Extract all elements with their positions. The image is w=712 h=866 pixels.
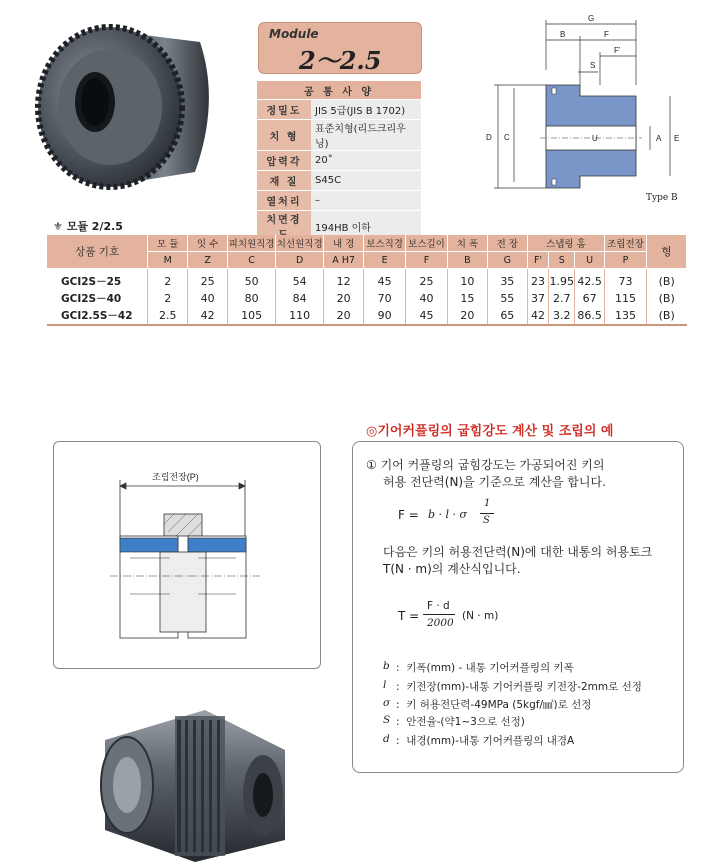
spec-label: 정밀도 — [257, 100, 311, 120]
dim-d-label: D — [486, 133, 492, 142]
torque-line-2: T(N · m)의 계산식입니다. — [383, 562, 521, 576]
sub-header: F — [406, 252, 448, 269]
formula2-lhs: T = — [398, 609, 420, 623]
spec-label: 치면경 — [257, 211, 311, 242]
spec-label: 치 형 — [257, 120, 311, 151]
module-value: 2～2.5 — [299, 46, 382, 75]
col-header: 치 폭 — [447, 235, 487, 252]
module-badge — [258, 22, 422, 74]
sub-header: F' — [527, 252, 548, 269]
table-row: GCI2.5S－42 2.5 42 105 110 20 90 45 20 65 42 3.2 86.5 135 (B) — [47, 307, 687, 325]
dimension-table — [47, 235, 687, 326]
dim-g-label: G — [588, 14, 595, 23]
sub-header: C — [228, 252, 276, 269]
model-header: 상품 기호 — [47, 235, 148, 269]
type-b-drawing — [480, 10, 700, 210]
spec-label: 압력각 — [257, 151, 311, 171]
dim-e-label: E — [674, 134, 680, 143]
col-header: 전 장 — [487, 235, 527, 252]
spec-value: 표준치형(리드크리우닝) — [311, 120, 421, 151]
section-title: ⚜ 모듈 2/2.5 — [53, 220, 123, 233]
sub-header: G — [487, 252, 527, 269]
spec-value: S45C — [311, 171, 421, 191]
col-header: 피치원직경 — [228, 235, 276, 252]
formula1-numerator: 1 — [484, 498, 491, 509]
sub-header: E — [364, 252, 406, 269]
spec-value: 194HB 이하 — [311, 211, 421, 242]
def-symbol: σ — [383, 697, 391, 709]
sub-header: M — [148, 252, 188, 269]
formula2-numerator: F · d — [427, 600, 450, 612]
sub-header: Z — [188, 252, 228, 269]
calc-intro-1: ① 기어 커플링의 굽힘강도는 가공되어진 키의 — [366, 458, 605, 472]
calc-title: ◎기어커플링의 굽힘강도 계산 및 조립의 예 — [366, 424, 614, 439]
col-header: 내 경 — [324, 235, 364, 252]
spec-label: 열처리 — [257, 191, 311, 211]
dim-f2-label: F' — [614, 46, 621, 55]
col-header: 보스직경 — [364, 235, 406, 252]
gear-coupling-photo — [85, 690, 305, 866]
col-header: 스냅링 홈 — [527, 235, 604, 252]
gear-hub-photo — [25, 12, 225, 202]
sub-header: B — [447, 252, 487, 269]
assembly-drawing — [90, 458, 280, 648]
shape-header: 형 — [646, 235, 686, 269]
spec-label: 재 질 — [257, 171, 311, 191]
col-header: 보스길이 — [406, 235, 448, 252]
dim-c-label: C — [504, 133, 510, 142]
common-spec-table — [257, 81, 421, 242]
col-header: 조립전장 — [605, 235, 647, 252]
def-text: : 키폭(mm) - 내통 기어커플링의 키폭 — [396, 662, 574, 674]
def-symbol: b — [383, 660, 390, 672]
def-text: : 키전장(mm)-내통 기어커플링 키전장-2mm로 선정 — [396, 681, 642, 693]
dim-b-label: B — [560, 30, 566, 39]
fleur-icon: ⚜ — [53, 220, 67, 233]
table-row: GCI2S－40 2 40 80 84 20 70 40 15 55 37 2.7 67 115 (B) — [47, 290, 687, 307]
formula2-bar — [423, 614, 455, 615]
formula2-unit: (N · m) — [462, 610, 499, 622]
formula1-lhs: F = — [398, 508, 419, 522]
formula2-denominator: 2000 — [427, 617, 454, 629]
sub-header: P — [605, 252, 647, 269]
calc-intro-2: 허용 전단력(N)을 기준으로 계산을 합니다. — [383, 475, 606, 489]
sub-header: A H7 — [324, 252, 364, 269]
table-row: GCI2S－25 2 25 50 54 12 45 25 10 35 23 1.95 42.5 73 (B) — [47, 269, 687, 291]
dim-u-label: U — [592, 134, 598, 143]
spec-title: 공 통 사 양 — [257, 81, 421, 100]
spec-value: – — [311, 191, 421, 211]
def-symbol: d — [383, 733, 390, 745]
torque-line-1: 다음은 키의 허용전단력(N)에 대한 내통의 허용토크 — [383, 545, 653, 559]
formula1-rhs: b · l · σ — [428, 508, 468, 521]
dim-f-label: F — [604, 30, 609, 39]
spec-value: JIS 5급(JIS B 1702) — [311, 100, 421, 120]
sub-header: S — [549, 252, 575, 269]
def-text: : 내경(mm)-내통 기어커플링의 내경A — [396, 735, 575, 747]
spec-value: 20˚ — [311, 151, 421, 171]
formula1-denominator: S — [483, 515, 490, 526]
dim-s-label: S — [590, 61, 596, 70]
col-header: 모 듈 — [148, 235, 188, 252]
assembly-label: 조립전장(P) — [152, 472, 199, 482]
col-header: 잇 수 — [188, 235, 228, 252]
def-text: : 키 허용전단력-49MPa (5kgf/㎟)로 선정 — [396, 699, 592, 711]
def-symbol: S — [383, 714, 391, 726]
def-text: : 안전율-(약1~3으로 선정) — [396, 716, 525, 728]
col-header: 치선원직경 — [276, 235, 324, 252]
module-label: Module — [269, 27, 319, 41]
type-label: Type B — [646, 193, 678, 203]
formula1-bar — [480, 513, 494, 514]
dim-a-label: A — [656, 134, 662, 143]
def-symbol: l — [383, 679, 387, 691]
sub-header: D — [276, 252, 324, 269]
sub-header: U — [575, 252, 605, 269]
